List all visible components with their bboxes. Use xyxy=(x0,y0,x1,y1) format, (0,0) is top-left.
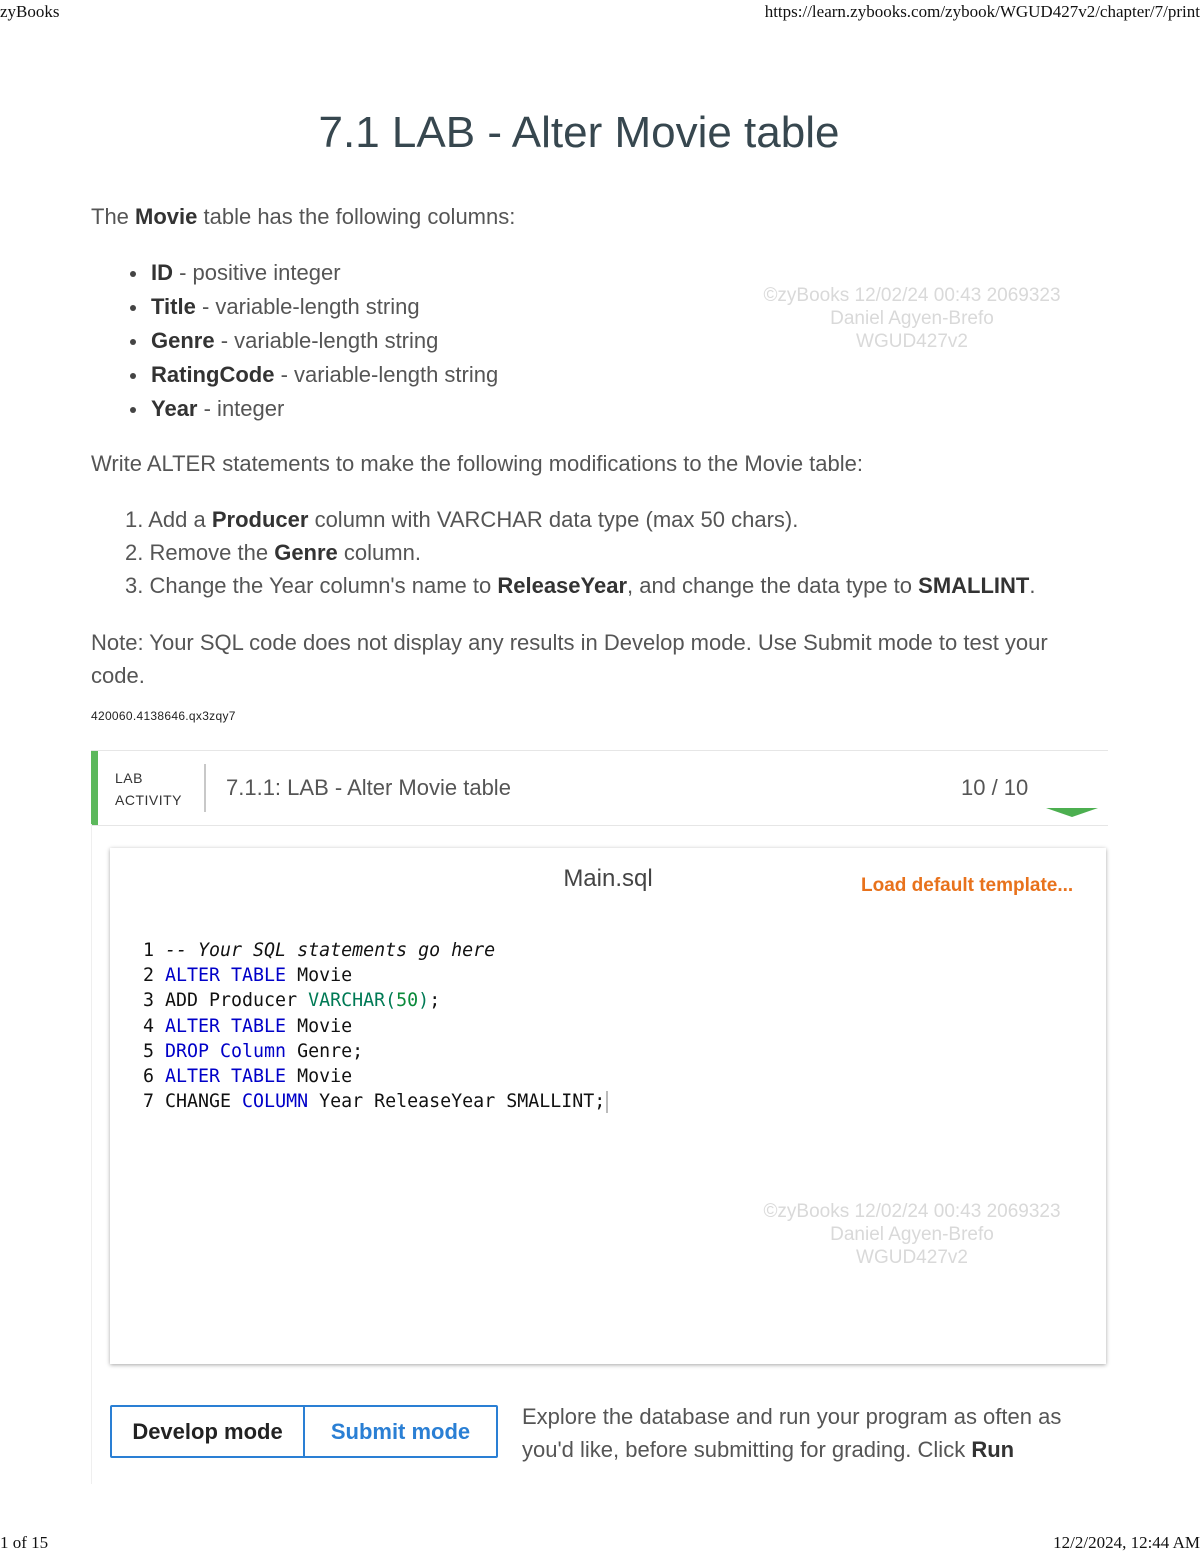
watermark-top: ©zyBooks 12/02/24 00:43 2069323 Daniel Agyen-Brefo WGUD427v2 xyxy=(763,285,1061,352)
text-cursor xyxy=(606,1091,608,1113)
editor-filename: Main.sql xyxy=(563,865,653,892)
code-line: 3 ADD Producer VARCHAR(50); xyxy=(142,990,441,1012)
list-item: Year - integer xyxy=(130,392,498,426)
note-paragraph: Note: Your SQL code does not display any results in Develop mode. Use Submit mode to test your code. xyxy=(91,630,1048,688)
page-count: 1 of 15 xyxy=(0,1533,49,1552)
code-line: 7 CHANGE COLUMN Year ReleaseYear SMALLINT; xyxy=(140,1089,608,1114)
intro-paragraph: The Movie table has the following columns: xyxy=(91,204,516,229)
list-item: RatingCode - variable-length string xyxy=(130,358,498,392)
instructions: Write ALTER statements to make the following modifications to the Movie table: xyxy=(91,451,863,476)
list-item: ID - positive integer xyxy=(130,256,498,290)
develop-mode-button[interactable]: Develop mode xyxy=(112,1407,305,1456)
code-line: 5 DROP Column Genre; xyxy=(142,1040,364,1062)
code-line: 1 -- Your SQL statements go here xyxy=(142,940,496,961)
list-item: Genre - variable-length string xyxy=(130,324,498,358)
explore-description: Explore the database and run your program as often as you'd like, before submitting for grading. Click Run xyxy=(522,1404,1062,1462)
lab-id: 420060.4138646.qx3zqy7 xyxy=(91,709,236,723)
print-header xyxy=(0,0,1200,24)
page-title: 7.1 LAB - Alter Movie table xyxy=(318,108,840,157)
print-header-url: https://learn.zybooks.com/zybook/WGUD427v2/chapter/7/print xyxy=(764,2,1200,21)
list-item: Title - variable-length string xyxy=(130,290,498,324)
code-line: 6 ALTER TABLE Movie xyxy=(142,1065,353,1087)
submit-mode-button[interactable]: Submit mode xyxy=(330,1418,471,1444)
watermark-editor: ©zyBooks 12/02/24 00:43 2069323 Daniel Agyen-Brefo WGUD427v2 xyxy=(763,1201,1061,1268)
list-item: 2. Remove the Genre column. xyxy=(125,540,421,565)
code-editor[interactable] xyxy=(110,848,1106,1364)
mode-toggle xyxy=(110,1405,498,1458)
list-item: 3. Change the Year column's name to ReleaseYear, and change the data type to SMALLINT. xyxy=(125,573,1036,598)
divider xyxy=(204,764,206,812)
print-footer xyxy=(0,1531,1200,1555)
code-area[interactable] xyxy=(140,938,608,1114)
print-header-site: zyBooks xyxy=(0,2,60,21)
chevron-down-icon[interactable] xyxy=(1046,808,1098,817)
list-item: 1. Add a Producer column with VARCHAR data type (max 50 chars). xyxy=(125,507,799,532)
lab-activity-tag: LAB ACTIVITY xyxy=(115,770,183,808)
columns-list xyxy=(130,256,498,426)
print-timestamp: 12/2/2024, 12:44 AM xyxy=(1053,1533,1200,1552)
lab-score: 10 / 10 xyxy=(961,775,1029,800)
lab-activity-header[interactable] xyxy=(91,750,1108,826)
code-line: 4 ALTER TABLE Movie xyxy=(142,1015,353,1037)
load-default-template-link[interactable]: Load default template... xyxy=(861,875,1074,896)
lab-accent-bar xyxy=(91,751,98,825)
code-line: 2 ALTER TABLE Movie xyxy=(142,965,353,987)
lab-activity-name: 7.1.1: LAB - Alter Movie table xyxy=(226,775,511,800)
steps-list xyxy=(125,503,1035,602)
